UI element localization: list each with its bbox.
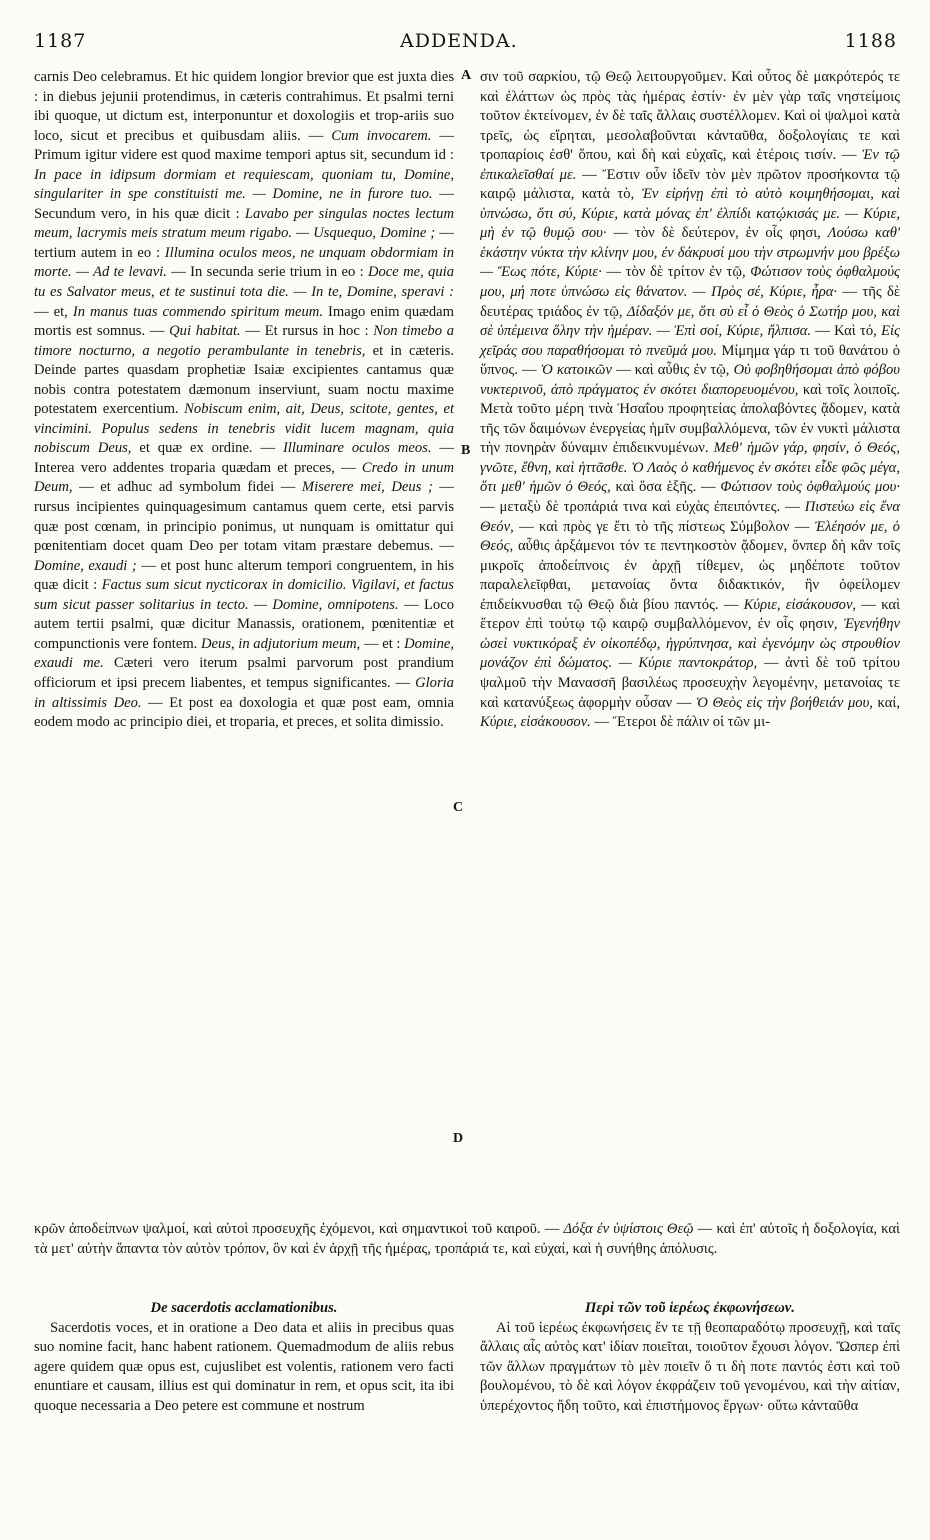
running-title: ADDENDA.	[400, 30, 518, 52]
latin-paragraph: carnis Deo celebramus. Et hic quidem longior brevior que est juxta dies : in diebus jejunii protendimus, in cæteris contrahimus. Et psalmi terni ibi quoque, ut dictum est, interponuntur et doxologiis et trop-ariis suo loco, sicut et precibus et quibusdam aliis. — Cum invocarem. — Primum igitur videre est quod maxime tempori aptus sit, secundum id : In pace in idipsum dormiam et requiescam, quoniam tu, Domine, singulariter in spe constituisti me. — Domine, ne in furore tuo. — Secundum vero, in his quæ dicit : Lavabo per singulas noctes lectum meum, lacrymis meis stratum meum rigabo. — Usquequo, Domine ; — tertium autem in eo : Illumina oculos meos, ne unquam obdormiam in morte. — Ad te levavi. — In secunda serie trium in eo : Doce me, quia tu es Salvator meus, et te sustinui tota die. — In te, Domine, speravi : — et, In manus tuas commendo spiritum meum. Imago enim quædam mortis est somnus. — Qui habitat. — Et rursus in hoc : Non timebo a timore nocturno, a negotio perambulante in tenebris, et in cæteris. Deinde partes quasdam prophetiæ Isaiæ excipientes cantamus quæ nobis contra potestatem dæmonum inserviunt, suam noctu maxime potestatem exercentium. Nobiscum enim, ait, Deus, scitote, gentes, et vincimini. Populus sedens in tenebris vidit lucem magnam, quia nobiscum Deus, et quæ ex ordine. — Illuminare oculos meos. — Interea vero addentes troparia quædam et preces, — Credo in unum Deum, — et adhuc ad symbolum fidei — Miserere mei, Deus ; — rursus incipientes quinquagesimum cantamus quem certe, etsi parvis quæ post cœnam, in principio ponimus, ut nunquam is omittatur qui pœnitentiam docet quam Deo per totam vitam præstare debemus. — Domine, exaudi ; — et post hunc alterum tempori congruentem, in his quæ dicit : Factus sum sicut nycticorax in domicilio. Vigilavi, et factus sum sicut passer solitarius in tecto. — Domine, omnipotens. — Loco autem tertii psalmi, quæ dicitur Manassis, orationem, pœnitentiæ et compunctionis vere fontem. Deus, in adjutorium meum, — et : Domine, exaudi me. Cæteri vero iterum psalmi parvorum post prandium officiorum et ipsi precem liabentes, et tempus significantes. — Gloria in altissimis Deo. — Et post ea doxologia et quæ post eam, omnia eodem modo ac principio diei, et troparia, et preces, et solita dimissio.	[34, 69, 455, 731]
greek-continuation: κρῶν ἀποδείπνων ψαλμοί, καὶ αὐτοὶ προσευχῆς ἐχόμενοι, καὶ σημαντικοὶ τοῦ καιροῦ. — Δόξα ἐν ὑψίστοις Θεῷ — καὶ ἐπ' αὐτοῖς ἡ δοξολογία, καὶ τὰ μετ' αὐτὴν ἅπαντα τὸν αὐτὸν τρόπον, ὃν καὶ ἐν ἀρχῇ τῆς ἡμέρας, τροπάριά τε, καὶ εὐχαί, καὶ ἡ συνήθης ἀπόλυσις.	[34, 1221, 900, 1257]
latin-section	[34, 1299, 454, 1416]
margin-marker-b: B	[461, 443, 471, 458]
latin-section-paragraph: Sacerdotis voces, et in oratione a Deo data et aliis in precibus quas suo nomine facit, hanc habent rationem. Quemadmodum de aliis rebus agere quidem quæ opus est, cujuslibet est volentis, rationem vero facti enuntiare et causam, illius est qui dominatur in rem, et opus scit, ita ibi quoque necessaria a Deo petere est commune et nostrum	[34, 1319, 454, 1414]
latin-column	[34, 68, 454, 733]
margin-marker-d: D	[453, 1131, 464, 1146]
margin-marker-a: A	[461, 68, 472, 83]
page-header	[0, 30, 930, 60]
page-number-right: 1188	[844, 30, 897, 52]
latin-section-heading: De sacerdotis acclamationibus.	[150, 1300, 338, 1316]
margin-marker-c: C	[453, 800, 464, 815]
greek-section-paragraph: Αἱ τοῦ ἱερέως ἐκφωνήσεις ἔν τε τῇ θεοπαραδότῳ προσευχῇ, καὶ ταῖς ἄλλαις αἷς αὐτὸς κατ' ἰδίαν ποιεῖται, τοιοῦτον ἔχουσι λόγον. Ὥσπερ ἐπὶ τῶν ἄλλων πραγμάτων τὸ μὲν ποιεῖν ὅ τι δὴ ποτε παντός ἐστι καὶ τοῦ βουλομένου, τὸ δὲ καὶ λόγον ἐκφράζειν τοῦ γενομένου, καὶ τὴν αἰτίαν, ὑπερέχοντος ἤδη τοῦτο, καὶ ἐπιστήμονος ἔργων· οὕτω κἀνταῦθα	[480, 1319, 900, 1414]
greek-full-width-line	[34, 1220, 900, 1259]
greek-paragraph: σιν τοῦ σαρκίου, τῷ Θεῷ λειτουργοῦμεν. Καὶ οὗτος δὲ μακρότερός τε καὶ ἐλάττων ὡς πρὸς τὰς ἡμέρας ἐστίν· ἐν μὲν γὰρ ταῖς νηστείμοις τοῦτον ἐκτείνομεν, ἐν δὲ ταῖς ἄλλαις συστέλλομεν. Καὶ οἱ ψαλμοὶ κατὰ τρεῖς, ὡς εἴρηται, μεσολαβοῦνται κἀνταῦθα, δοξολογίαις τε καὶ τροπαρίοις ἐσθ' ὅπου, καὶ δὴ καὶ εὐχαῖς, καὶ ἑτέροις τισίν. — Ἐν τῷ ἐπικαλεῖσθαί με. — Ἔστιν οὖν ἰδεῖν τὸν μὲν πρῶτον προσήκοντα τῷ καιρῷ μάλιστα, κατὰ τὸ, Ἐν εἰρήνῃ ἐπὶ τὸ αὐτὸ κοιμηθήσομαι, καὶ ὑπνώσω, ὅτι σύ, Κύριε, κατὰ μόνας ἐπ' ἐλπίδι κατῴκισάς με. — Κύριε, μὴ ἐν τῷ θυμῷ σου· — τὸν δὲ δεύτερον, ἐν οἷς φησι, Λούσω καθ' ἑκάστην νύκτα τὴν κλίνην μου, ἐν δάκρυσί μου τὴν στρωμνήν μου βρέξω — Ἕως πότε, Κύριε· — τὸν δὲ τρίτον ἐν τῷ, Φώτισον τοὺς ὀφθαλμούς μου, μή ποτε ὑπνώσω εἰς θάνατον. — Πρὸς σέ, Κύριε, ἦρα· — τῆς δὲ δευτέρας τριάδος ἐν τῷ, Δίδαξόν με, ὅτι σὺ εἶ ὁ Θεὸς ὁ Σωτήρ μου, καὶ σὲ ὑπέμεινα ὅλην τὴν ἡμέραν. — Ἐπὶ σοί, Κύριε, ἤλπισα. — Καὶ τό, Εἰς χεῖράς σου παραθήσομαι τὸ πνεῦμά μου. Μίμημα γάρ τι τοῦ θανάτου ὁ ὕπνος. — Ὁ κατοικῶν — καὶ αὖθις ἐν τῷ, Οὐ φοβηθήσομαι ἀπὸ φόβου νυκτερινοῦ, ἀπὸ πράγματος ἐν σκότει διαπορευομένου, καὶ τοῖς λοιποῖς. Μετὰ τοῦτο μέρη τινὰ Ἡσαΐου προφητείας ἀπολαβόντες ᾄδομεν, κατὰ τῆς τῶν δαιμόνων ἐνεργείας ἡμῖν συμβαλλόμενα, τῶν ἐν νυκτὶ μάλιστα τὴν πονηρὰν δύναμιν ἐπιδεικνυμένων. Μεθ' ἡμῶν γάρ, φησίν, ὁ Θεός, γνῶτε, ἔθνη, καὶ ἡττᾶσθε. Ὁ Λαὸς ὁ καθήμενος ἐν σκότει εἶδε φῶς μέγα, ὅτι μεθ' ἡμῶν ὁ Θεός, καὶ ὅσα ἑξῆς. — Φώτισον τοὺς ὀφθαλμούς μου· — μεταξὺ δὲ τροπάριά τινα καὶ εὐχὰς ἐπειπόντες. — Πιστεύω εἰς ἕνα Θεόν, — καὶ πρὸς γε ἔτι τὸ τῆς πίστεως Σύμβολον — Ἐλέησόν με, ὁ Θεός, αὖθις ἀρξάμενοι τόν τε πεντηκοστὸν ᾄδομεν, ὅνπερ δὴ κἂν τοῖς μικροῖς ἀποδείπνοις ἐν ἀρχῇ τίθεμεν, ὡς μηδέποτε τοῦτον παραλελεῖφθαι, μετανοίας ὄντα διδακτικόν, ἣν ὀφείλομεν ἐπιδείκνυσθαι τῷ Θεῷ διὰ βίου παντός. — Κύριε, εἰσάκουσον, — καὶ ἕτερον ἐπὶ τούτῳ τῷ καιρῷ συμβαλλόμενον, ἐν οἷς φησιν, Ἐγενήθην ὡσεὶ νυκτικόραξ ἐν οἰκοπέδῳ, ἠγρύπνησα, καὶ ἐγενόμην ὡς στρουθίον μονάζον ἐπὶ δώματος. — Κύριε παντοκράτορ, — ἀντὶ δὲ τοῦ τρίτου ψαλμοῦ τὴν Μανασσῆ βασιλέως προσευχὴν λεγομένην, μετανοίας τε καὶ κατανύξεως ἀφορμὴν οὖσαν — Ὁ Θεὸς εἰς τὴν βοήθειάν μου, καί, Κύριε, εἰσάκουσον. — Ἕτεροι δὲ πάλιν οἱ τῶν μι-	[480, 69, 901, 731]
greek-column	[480, 68, 900, 733]
greek-section-heading: Περὶ τῶν τοῦ ἱερέως ἐκφωνήσεων.	[585, 1300, 795, 1316]
greek-section	[480, 1299, 900, 1416]
page-number-left: 1187	[34, 30, 87, 52]
